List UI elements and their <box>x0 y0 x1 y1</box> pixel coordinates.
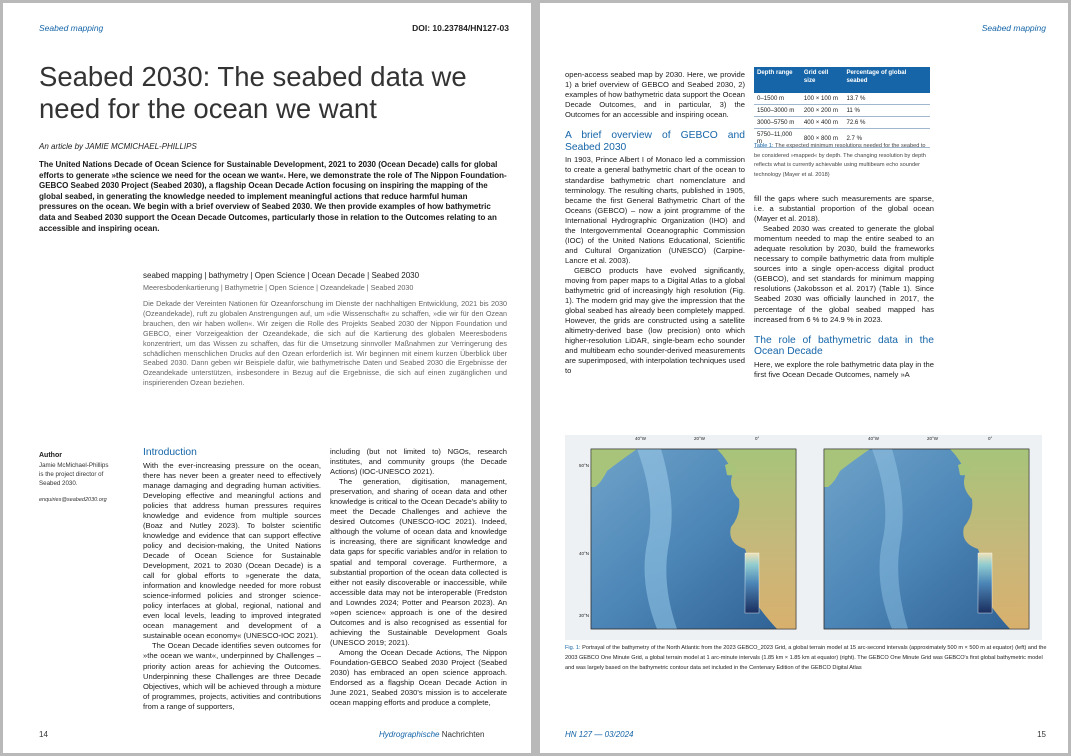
bathymetry-figure <box>565 435 1042 640</box>
resolution-table <box>754 67 930 148</box>
paragraph: open-access seabed map by 2030. Here, we provide 1) a brief overview of GEBCO and Seabed 2030, 2) examples of how bathymetric data support the Ocean Decade Outcomes, and in particular, 3) the Outcomes for an accessible and inspiring ocean. <box>565 70 745 120</box>
abstract-german: Die Dekade der Vereinten Nationen für Ozeanforschung im Dienste der nachhaltigen Entwicklung, 2021 bis 2030 (Ozeandekade), ruft zu globalen Anstrengungen auf, um »die Wissenschaft« zu schaffen, »die wir für den Ozean brauchen, den wir haben wollen«. Wir zeigen die Rolle des Projekts Seabed 2030 der Nippon Foundation und GEBCO, einer Vorzeigeaktion der Ozeandekade, die sich auf die Kartierung des globalen Meeresbodens konzentriert, um das Wissen zu schaffen, das für die Umsetzung sinnvoller Maßnahmen zur Verringerung des schädlichen menschlichen Drucks auf den Ozean erforderlich ist. Wir beginnen mit einem kurzen Überblick über Seabed 2030. Dann geben wir Beispiele dafür, wie bathymetrische Daten und Seabed 2030 die Ergebnisse der Ozeandekade unterstützen, insbesondere in Bezug auf die Ergebnisse, die sich auf einen zugänglichen und inspirierenden Ozean beziehen. <box>143 299 507 388</box>
page-number: 14 <box>39 730 48 739</box>
table-caption-text: The expected minimum resolutions needed for the seabed to be considered »mapped« by depth. The changing resolution by depth reflects what is currently achievable using multibeam echo sounder technology (Mayer et al. 2018) <box>754 143 926 178</box>
map-gebco-2023-graphic <box>577 443 802 635</box>
body-column-2 <box>754 194 934 380</box>
right-page <box>540 3 1068 753</box>
figure-caption-text: Portrayal of the bathymetry of the North Atlantic from the 2023 GEBCO_2023 Grid, a global terrain model at 15 arc-second intervals (approximately 500 m × 500 m at equator) (left) and the 2003 GEBCO One Minute Grid, a global terrain model at 1 arc-minute intervals (1.85 km × 1.85 km at equator) (right). The GEBCO One Minute Grid was GEBCO's first global bathymetric model and was largely based on the bathymetric contour data set included in the Centenary Edition of the GEBCO Digital Atlas <box>565 645 1047 671</box>
magazine-name <box>379 730 484 739</box>
lon-label: 0° <box>755 436 760 441</box>
map-gebco-one-minute-graphic <box>810 443 1035 635</box>
paragraph: The Ocean Decade identifies seven outcomes for »the ocean we want«, underpinned by Challenges – priority action areas for achieving the Outcomes. Underpinning these Challenges are three Decade Objectives, which will be achieved through a mixture of programmes, projects, activities and contributions from a range of supporters, <box>143 641 321 711</box>
keywords-german: Meeresbodenkartierung | Bathymetrie | Open Science | Ozeandekade | Seabed 2030 <box>143 283 414 292</box>
lon-label: 20°W <box>927 436 939 441</box>
section-heading-role: The role of bathymetric data in the Ocean Decade <box>754 334 934 358</box>
table-cell: 400 × 400 m <box>801 117 844 129</box>
table-cell: 13.7 % <box>843 93 930 105</box>
paragraph: With the ever-increasing pressure on the ocean, there has never been a greater need to effectively manage damaging and degrading human activities. Developing effective and meaningful actions and policies that address human pressures requires knowledge and evidence from multiple sources (Boaz and Nutley 2023). To bolster scientific knowledge and evidence that can support effective policy and decision-making, the United Nations Decade of Ocean Science for Sustainable Development, 2021 to 2030 (Ocean Decade) is a call for global efforts to »generate the data, information and knowledge needed for more robust science-informed policies and stronger science-policy interfaces at global, regional, national and even local levels, leading to improved integrated ocean management and development of a sustainable ocean economy« (UNESCO-IOC 2021). <box>143 460 321 641</box>
paragraph: including (but not limited to) NGOs, research institutes, and community groups (the Decade Actions) (IOC-UNESCO 2021). <box>330 447 507 477</box>
table-cell: 100 × 100 m <box>801 93 844 105</box>
table-caption <box>754 142 932 180</box>
table-row <box>754 93 930 105</box>
table-row <box>754 117 930 129</box>
lat-label: 50°N <box>579 463 590 468</box>
table-cell: 200 × 200 m <box>801 105 844 117</box>
lon-label: 0° <box>988 436 993 441</box>
figure-caption-label: Fig. 1: <box>565 645 581 651</box>
table-cell: 1500–3000 m <box>754 105 801 117</box>
table-cell: 3000–5750 m <box>754 117 801 129</box>
section-tag: Seabed mapping <box>981 23 1046 33</box>
table-cell: 5750–11,000 m <box>754 129 801 148</box>
paragraph: The generation, digitisation, management, preservation, and sharing of ocean data and other knowledge is critical to the Ocean Decade's ability to meet the Decade Challenges and achieve the desired Outcomes (UNESCO-IOC 2021). Indeed, although the volume of ocean data and knowledge is increasing, there are significant knowledge and data gaps for specific variables and/or in relation to spatial and temporal coverage. Furthermore, a substantial proportion of the ocean data collected is either not easily discoverable or inaccessible, while accessible data may not be interoperable (Fredston and Lowndes 2024; Potter and Pearson 2023). An »open science« approach is one of the desired Outcomes and is also recognised as essential for achieving the Sustainable Development Goals (UNESCO 2019; 2021). <box>330 477 507 647</box>
table-cell: 2.7 % <box>843 129 930 148</box>
lat-label: 40°N <box>579 551 590 556</box>
table-cell: 72.6 % <box>843 117 930 129</box>
paragraph: fill the gaps where such measurements are sparse, i.e. a substantial proportion of the global ocean (Mayer et al. 2018). <box>754 194 934 224</box>
table-row <box>754 105 930 117</box>
lon-label: 40°W <box>868 436 880 441</box>
left-page <box>3 3 531 753</box>
paragraph: GEBCO products have evolved significantly, moving from paper maps to a Digital Atlas to a global bathymetric grid of increasingly high resolution (Fig. 1). The modern grid may give the impression that the global seabed has already been completely mapped. However, the grids are constructed using a satellite altimetry-derived base (low precision) onto which higher-resolution LiDAR, single-beam echo sounder and multibeam echo sounder-derived measurements are superimposed, with interpolation techniques used to <box>565 265 745 376</box>
magazine-name-1: Hydrographische <box>379 730 440 739</box>
byline: An article by JAMIE MCMICHAEL-PHILLIPS <box>39 142 197 151</box>
table-cell: 0–1500 m <box>754 93 801 105</box>
table-header-row <box>754 67 930 93</box>
lon-label: 20°W <box>694 436 706 441</box>
paragraph: In 1903, Prince Albert I of Monaco led a commission to create a general bathymetric chart of the ocean to standardise bathymetric chart nomenclature and terminology. The resulting charts, published in 1905, became the first General Bathymetric Chart of the Oceans (GEBCO) – now a joint programme of the International Hydrographic Organization (IHO) and the Intergovernmental Oceanographic Commission (IOC) of the United Nations Educational, Scientific and Cultural Organization (UNESCO) (Carpine-Lancre et al. 2003). <box>565 155 745 265</box>
body-column-2 <box>330 447 507 708</box>
abstract-english: The United Nations Decade of Ocean Science for Sustainable Development, 2021 to 2030 (Ocean Decade) calls for global efforts to generate »the science we need for the ocean we want«. Here, we demonstrate the role of The Nippon Foundation-GEBCO Seabed 2030 Project (Seabed 2030), a flagship Ocean Decade Action focusing on inspiring the mapping of the global seabed, in generating the knowledge needed to implement meaningful actions that reduce harmful human pressures on the ocean. We begin with a brief overview of Seabed 2030. We then provide examples of how bathymetric data and Seabed 2030 support the Ocean Decade Outcomes, particularly those in relation to the Outcomes relating to an accessible and inspiring ocean. <box>39 160 507 233</box>
paragraph: Seabed 2030 was created to generate the global momentum needed to map the entire seabed to an adequate resolution by 2030, build the frameworks necessary to compile bathymetric data from multiple sources into a single open-access digital product (GEBCO), and set standards for minimum mapping resolutions (Jakobsson et al. 2017) (Table 1). Since Seabed 2030 was officially launched in 2017, the percentage of the global seabed mapped has increased from 6 % to 24.9 % in 2023. <box>754 224 934 324</box>
magazine-name-2: Nachrichten <box>441 730 485 739</box>
table-cell: 800 × 800 m <box>801 129 844 148</box>
table-header-depth: Depth range <box>754 67 801 93</box>
table-caption-label: Table 1: <box>754 143 774 149</box>
table-header-cell-size: Grid cell size <box>801 67 844 93</box>
figure-caption <box>565 644 1049 674</box>
issue-label: HN 127 — 03/2024 <box>565 730 634 739</box>
map-gebco-one-minute <box>810 436 1035 635</box>
lon-label: 40°W <box>635 436 647 441</box>
section-heading-gebco: A brief overview of GEBCO and Seabed 2030 <box>565 130 745 153</box>
page-number: 15 <box>1037 730 1046 739</box>
doi: DOI: 10.23784/HN127-03 <box>412 23 509 33</box>
table-header-percentage: Percentage of global seabed <box>843 67 930 93</box>
section-tag: Seabed mapping <box>39 23 104 33</box>
lat-label: 30°N <box>579 613 590 618</box>
author-email[interactable]: enquiries@seabed2030.org <box>39 497 107 503</box>
body-column-1 <box>143 447 321 712</box>
author-label: Author <box>39 452 62 459</box>
author-bio: Jamie McMichael-Phillips is the project director of Seabed 2030. <box>39 462 109 487</box>
paragraph: Among the Ocean Decade Actions, The Nippon Foundation-GEBCO Seabed 2030 Project (Seabed 2030) has embraced an open science approach. Endorsed as a flagship Ocean Decade Action in June 2021, Seabed 2030's mission is to accelerate ocean mapping efforts and produce a complete, <box>330 647 507 708</box>
author-box <box>39 452 109 503</box>
body-column-1 <box>565 70 745 376</box>
section-heading-introduction: Introduction <box>143 447 197 458</box>
map-gebco-2023 <box>577 436 802 635</box>
keywords-english: seabed mapping | bathymetry | Open Science | Ocean Decade | Seabed 2030 <box>143 271 420 280</box>
table-cell: 11 % <box>843 105 930 117</box>
paragraph: Here, we explore the role bathymetric data play in the first five Ocean Decade Outcomes, namely »A <box>754 359 934 379</box>
article-title: Seabed 2030: The seabed data we need for the ocean we want <box>39 61 467 124</box>
